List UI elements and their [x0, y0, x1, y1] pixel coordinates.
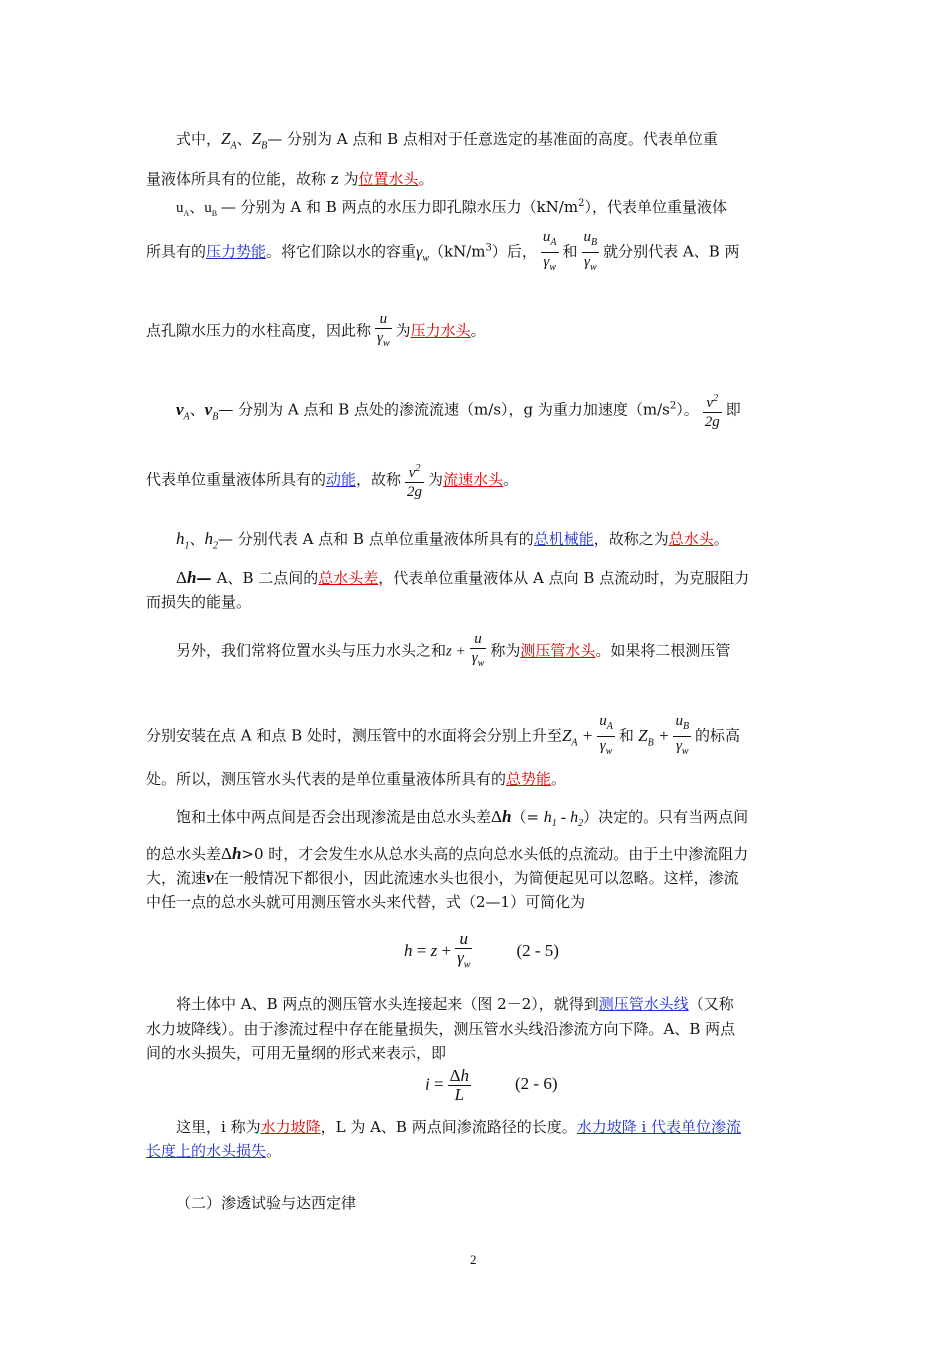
page-number: 2 [470, 1252, 477, 1267]
link-total-head[interactable]: 总水头 [668, 530, 714, 548]
link-hydraulic-gradient-def[interactable]: 水力坡降 i 代表单位渗流 [576, 1118, 742, 1136]
fraction-v2-2g: $\frac{v^2}{2g}$ [703, 390, 722, 431]
text-line: 所具有的压力势能。将它们除以水的容重$\gamma_w(kN/m^3)$后， $\frac{u_A}{\gamma_w}$ 和 $\frac{u_B}{\gamma_w}$ 就分别代表 A、B 两 [146, 228, 740, 277]
link-hydraulic-gradient[interactable]: 水力坡降 [260, 1118, 321, 1136]
text-line: 量液体所具有的位能，故称 z 为位置水头。 [146, 170, 434, 188]
text-line: Δh— A、B 二点间的总水头差，代表单位重量液体从 A 点向 B 点流动时，为克服阻力 [176, 568, 750, 587]
equation-2-5: h = z + $\frac{u}{\gamma_w}$ (2 - 5) [404, 929, 559, 971]
fraction-ua-gw: $\frac{u_A}{\gamma_w}$ [599, 713, 613, 757]
link-velocity-head[interactable]: 流速水头 [443, 470, 504, 489]
link-head-loss-per-length[interactable]: 长度上的水头损失 [146, 1142, 267, 1160]
text-line: 这里，i 称为水力坡降，L 为 A、B 两点间渗流路径的长度。水力坡降 i 代表单位渗流 [176, 1118, 742, 1136]
math-za-zb: $Z_A$ [221, 129, 237, 152]
section-heading: （二）渗透试验与达西定律 [176, 1194, 357, 1212]
text-line: 间的水头损失，可用无量纲的形式来表示，即 [146, 1044, 447, 1062]
fraction-v2-2g: $\frac{v^2}{2g}$ [405, 460, 424, 501]
link-pressure-energy[interactable]: 压力势能 [206, 242, 267, 261]
text-line: $h_1$、$h_2—$ 分别代表 A 点和 B 点单位重量液体所具有的总机械能，故称之为总水头。 [176, 529, 729, 552]
text-line: 点孔隙水压力的水柱高度，因此称 $\frac{u}{\gamma_w}$ 为压力水头。 [146, 310, 486, 353]
link-piezometric-head[interactable]: 测压管水头 [520, 641, 596, 660]
fraction-u-gw: $\frac{u}{\gamma_w}$ [377, 311, 390, 349]
equation-2-6: i = $\frac{\Delta h}{L}$ (2 - 6) [425, 1066, 558, 1104]
fraction-ub-gw: $\frac{u_B}{\gamma_w}$ [583, 229, 598, 273]
text-line: 长度上的水头损失。 [146, 1142, 282, 1160]
text-line: 中任一点的总水头就可用测压管水头来代替，式（2—1）可简化为 [146, 893, 586, 911]
text-line: $u_A$、$u_B$ — 分别为 A 和 B 两点的水压力即孔隙水压力$(kN/m^2)$，代表单位重量液体 [176, 198, 727, 218]
text-line: 大，流速v在一般情况下都很小，因此流速水头也很小，为简便起见可以忽略。这样，渗流 [146, 868, 739, 887]
fraction-u-gw: $\frac{u}{\gamma_w}$ [471, 631, 485, 669]
text-line: 的总水头差Δh>0 时，才会发生水从总水头高的点向总水头低的点流动。由于土中渗流阻力 [146, 844, 749, 863]
text-line: $v_A$、$v_B—$ 分别为 A 点和 B 点处的渗流流速（m/s），g 为重力加速度$(m/s^2)$。 $\frac{v^2}{2g}$ 即 [176, 390, 741, 431]
link-piezometric-line[interactable]: 测压管水头线 [598, 995, 689, 1013]
text-line: 饱和土体中两点间是否会出现渗流是由总水头差$\Delta h(= h_1 - h_2)$决定的。只有当两点间 [176, 807, 749, 830]
link-total-potential[interactable]: 总势能 [506, 770, 552, 788]
text-line: 处。所以，测压管水头代表的是单位重量液体所具有的总势能。 [146, 770, 567, 788]
fraction-ub-gw: $\frac{u_B}{\gamma_w}$ [675, 713, 690, 757]
text-line: 另外，我们常将位置水头与压力水头之和z + $\frac{u}{\gamma_w}$ 称为测压管水头。如果将二根测压管 [176, 630, 730, 673]
text-line: 水力坡降线）。由于渗流过程中存在能量损失，测压管水头线沿渗流方向下降。A、B 两点 [146, 1020, 736, 1038]
fraction-ua-gw: $\frac{u_A}{\gamma_w}$ [542, 229, 557, 273]
text-line: 而损失的能量。 [146, 593, 252, 611]
text-line: 分别安装在点 A 和点 B 处时，测压管中的水面将会分别上升至$Z_A$ + $\frac{u_A}{\gamma_w}$ 和 $Z_B$ + $\frac{u_B}{\gamma_w}$ 的标高 [146, 712, 740, 761]
link-position-head[interactable]: 位置水头 [358, 170, 419, 188]
link-total-head-diff[interactable]: 总水头差 [318, 569, 379, 587]
link-kinetic-energy[interactable]: 动能 [326, 470, 357, 489]
link-total-mech-energy[interactable]: 总机械能 [533, 530, 594, 548]
link-pressure-head[interactable]: 压力水头 [410, 321, 471, 340]
text-line: 代表单位重量液体所具有的动能，故称 $\frac{v^2}{2g}$ 为流速水头。 [146, 460, 518, 501]
text-line: 将土体中 A、B 两点的测压管水头连接起来（图 2－2），就得到测压管水头线（又称 [176, 995, 734, 1013]
text-line: 式中，$Z_A$、$Z_B—$ 分别为 A 点和 B 点相对于任意选定的基准面的高度。代表单位重 [176, 129, 718, 152]
